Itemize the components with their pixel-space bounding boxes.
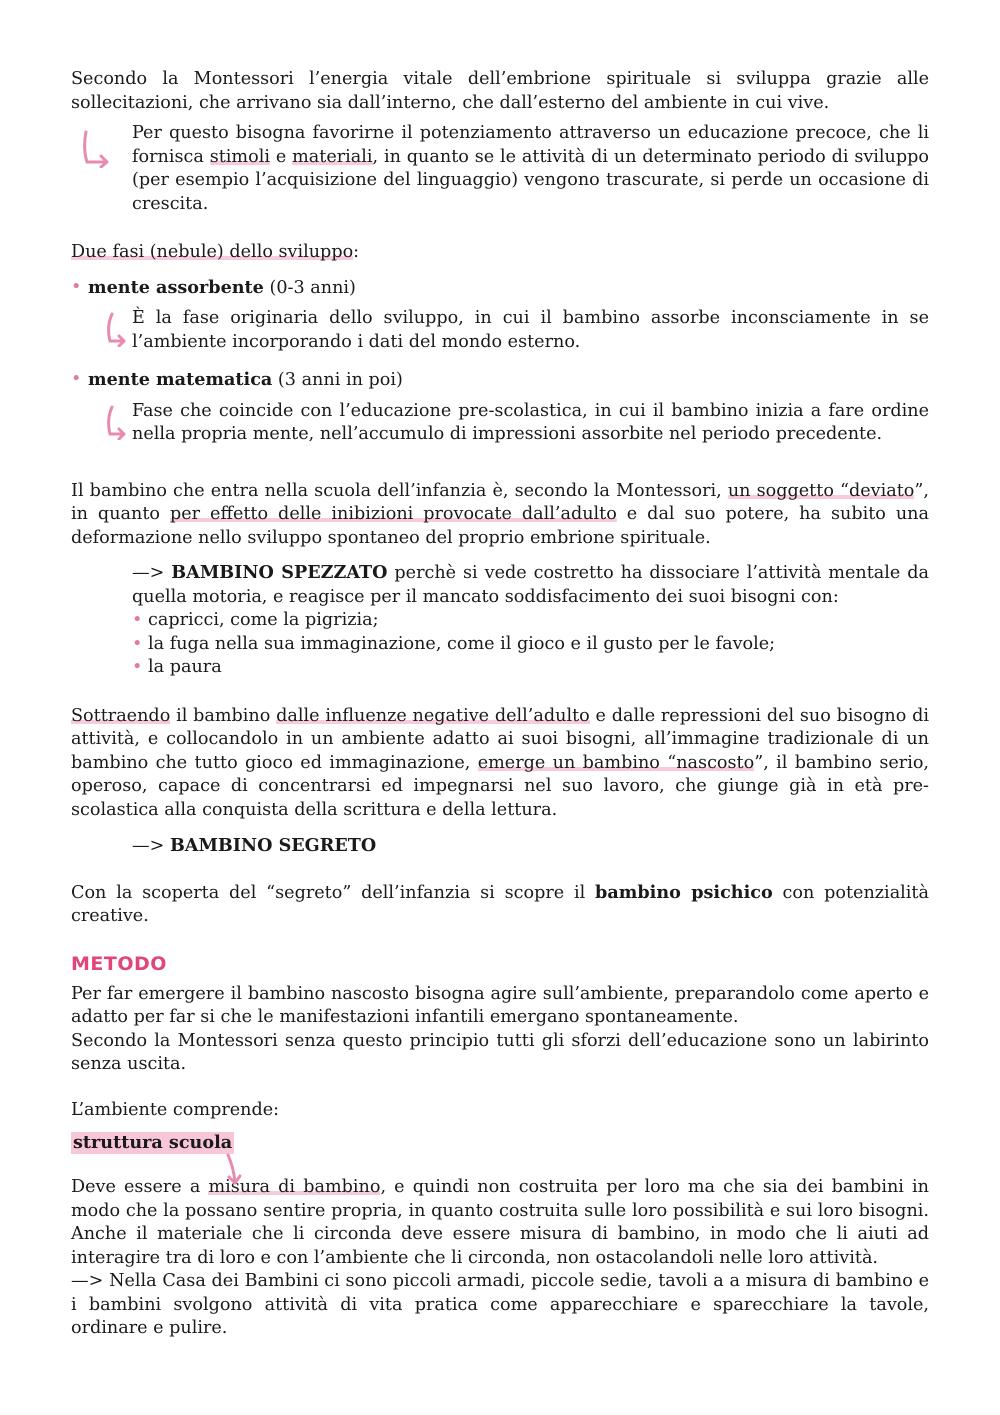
down-arrow-icon: [224, 1152, 246, 1188]
bambino-segreto: [132, 834, 929, 859]
list-item: • la fuga nella sua immaginazione, come il gioco e il gusto per le favole;: [132, 633, 929, 657]
text-segment: ”, il bambino serio, operoso, capace di concentrarsi ed impegnarsi nel suo lavoro, che giunge già in età pre-scolastica alla conquista della scrittura e della lettura.: [71, 752, 930, 820]
highlight-misura: misura di bambino: [208, 1177, 381, 1197]
term-bold: mente matematica: [88, 369, 273, 390]
highlight-influenze: dalle influenze negative dell’adulto: [276, 705, 590, 726]
list-item: • capricci, come la pigrizia;: [132, 609, 929, 633]
paragraph-metodo-2: Secondo la Montessori senza questo principio tutti gli sforzi dell’educazione sono un labirinto senza uscita.: [71, 1030, 929, 1074]
text-segment: e dal suo potere, ha subito una deformazione nello sviluppo spontaneo del proprio embrione spirituale.: [71, 504, 929, 548]
section-heading-metodo: METODO: [71, 952, 167, 975]
text-segment: , in quanto se le attività di un determinato periodo di sviluppo (per esempio l’acquisizione del linguaggio) vengono trascurate, si perde un occasione di crescita.: [132, 146, 930, 214]
term-range: (3 anni in poi): [272, 370, 403, 390]
bullet-mente-matematica: [71, 368, 929, 393]
paragraph-deviato: [71, 480, 929, 551]
paragraph-psichico: [71, 881, 929, 929]
arrow-text: —>: [132, 563, 172, 583]
term-bold: BAMBINO SEGRETO: [169, 835, 377, 856]
text-segment: ”, in quanto: [71, 480, 929, 524]
spezzato-text: [132, 561, 929, 609]
desc-mente-matematica: [132, 400, 929, 447]
text-segment: e: [269, 146, 293, 167]
ambiente-label: L’ambiente comprende:: [71, 1099, 280, 1120]
list-item: • la paura: [132, 656, 929, 680]
desc-text: È la fase originaria dello sviluppo, in cui il bambino assorbe inconsciamente in se l’ambiente incorporando i dati del mondo esterno.: [132, 308, 929, 352]
document-page: [71, 68, 929, 1341]
paragraph-nascosto: [71, 705, 929, 823]
desc-mente-assorbente: [132, 307, 929, 354]
term-bold: BAMBINO SPEZZATO: [171, 562, 388, 583]
highlight-fasi: Due fasi (nebule) dello sviluppo: [71, 242, 354, 262]
curved-arrow-icon: [104, 404, 128, 440]
text-segment: Il bambino che entra nella scuola dell’infanzia è, secondo la Montessori,: [71, 480, 728, 501]
paragraph-casa-bambini: —> Nella Casa dei Bambini ci sono piccoli armadi, piccole sedie, tavoli a a misura di bambino e i bambini svolgono attività di vita pratica come apparecchiare e sparecchiare la tavole, ordinare e pulire.: [71, 1271, 929, 1338]
bullet-mente-assorbente: [71, 276, 929, 301]
highlight-struttura-scuola: struttura scuola: [73, 1132, 233, 1153]
fasi-title: [71, 241, 929, 265]
term-bold: bambino psichico: [595, 881, 773, 903]
arrow-text: —>: [132, 836, 170, 856]
term-range: (0-3 anni): [263, 277, 356, 298]
text-segment: , e quindi non costruita per loro ma che sia dei bambini in modo che la possano sentire propria, in quanto costruita sulle loro possibilità e sui loro bisogni. Anche il materiale che li circonda deve essere misura di bambino, in modo che li aiuti ad interagire tra di loro e con l’ambiente che li circonda, non ostacolandoli nelle loro attività.: [71, 1177, 929, 1268]
highlight-stimoli: stimoli: [209, 146, 270, 167]
term-bold: mente assorbente: [88, 276, 264, 298]
desc-text: Fase che coincide con l’educazione pre-scolastica, in cui il bambino inizia a fare ordine nella propria mente, nell’accumulo di impressioni assorbite nel periodo precedente.: [132, 400, 929, 444]
text-segment: e dalle repressioni del suo bisogno di attività, e collocandolo in un ambiente adatto ai suoi bisogni, all’immagine tradizionale di un bambino che tutto gioco ed immaginazione,: [71, 705, 929, 773]
highlight-deviato: un soggetto “deviato: [727, 480, 915, 501]
highlight-sottraendo: Sottraendo: [71, 705, 171, 726]
text-segment: Deve essere a: [71, 1177, 209, 1197]
highlight-materiali: materiali: [292, 146, 373, 167]
paragraph-misura: [71, 1176, 929, 1270]
text-segment: Con la scoperta del “segreto” dell’infanzia si scopre il: [71, 882, 596, 903]
paragraph-metodo-1: Per far emergere il bambino nascosto bisogna agire sull’ambiente, preparandolo come aperto e adatto per far si che le manifestazioni infantili emergano spontaneamente.: [71, 983, 929, 1027]
paragraph-potenziamento: [132, 122, 929, 216]
curved-arrow-icon: [82, 128, 112, 168]
paragraph-intro: Secondo la Montessori l’energia vitale dell’embrione spirituale si sviluppa grazie alle sollecitazioni, che arrivano sia dall’interno, che dall’esterno del ambiente in cui vive.: [71, 69, 929, 113]
bambino-spezzato-block: [132, 561, 929, 680]
text-segment: il bambino: [170, 705, 277, 726]
arrow-block-potenziamento: [132, 122, 929, 216]
highlight-nascosto: emerge un bambino “nascosto: [477, 752, 755, 773]
text-segment: Per questo bisogna favorirne il potenziamento attraverso un educazione precoce, che li fornisca: [132, 123, 929, 167]
curved-arrow-icon: [104, 311, 128, 347]
text-segment: :: [353, 242, 360, 262]
highlight-inibizioni: per effetto delle inibizioni provocate dall’adulto: [169, 504, 617, 524]
text-segment: perchè si vede costretto ha dissociare l’attività mentale da quella motoria, e reagisce per il mancato soddisfacimento dei suoi bisogni con:: [132, 563, 929, 607]
struttura-scuola-block: [71, 1132, 929, 1154]
text-segment: con potenzialità creative.: [71, 882, 929, 926]
